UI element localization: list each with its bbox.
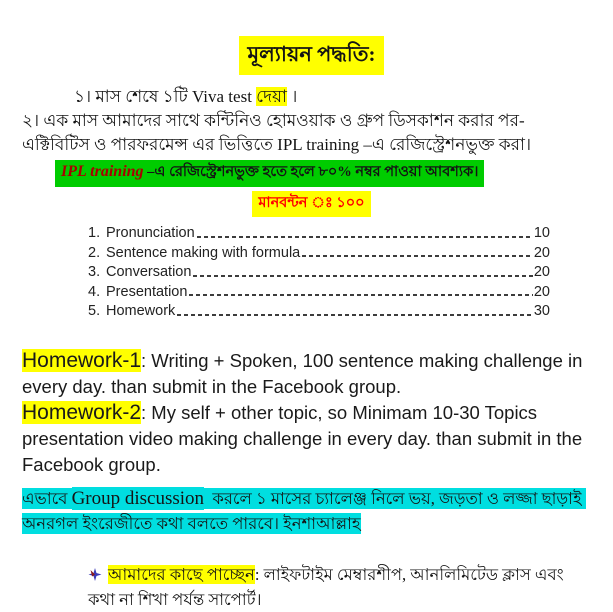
text-segment: দেয়া bbox=[256, 87, 287, 106]
dash-leader bbox=[177, 314, 533, 316]
offer-text bbox=[88, 565, 568, 609]
marks-list bbox=[88, 224, 550, 322]
mark-score: 10 bbox=[533, 225, 550, 241]
intro-line-3 bbox=[22, 133, 601, 157]
mark-number: 2. bbox=[88, 244, 101, 261]
text-segment: IPL training bbox=[61, 163, 144, 180]
dash-leader bbox=[189, 294, 532, 296]
title-row bbox=[22, 36, 601, 75]
group-discussion-note bbox=[22, 486, 610, 536]
mark-score: 20 bbox=[533, 244, 550, 261]
mark-number: 3. bbox=[88, 264, 101, 280]
mark-label: Homework bbox=[106, 303, 176, 319]
intro-line-1 bbox=[74, 85, 601, 109]
homework-section bbox=[22, 348, 600, 478]
text-segment: Viva test bbox=[192, 87, 252, 106]
text-segment: –এ রেজিস্ট্রেশনভুক্ত করা। bbox=[359, 135, 532, 154]
mark-row bbox=[88, 244, 550, 264]
mark-label: Presentation bbox=[106, 283, 188, 300]
marks-distribution-header: মানবন্টন ঃ ১০০ bbox=[252, 191, 370, 217]
mark-row bbox=[88, 302, 550, 322]
dash-leader bbox=[302, 255, 533, 257]
marks-header-row bbox=[22, 191, 601, 217]
page-title: মূল্যায়ন পদ্ধতি: bbox=[239, 36, 383, 75]
text-segment: করলে ১ মাসের চ্যালেঞ্জ নিলে ভয়, জড়তা ও লজ্জা ছাড়াই অনরগল ইংরেজীতে কথা বলতে পারবে। ইনশাআল্লাহ bbox=[22, 488, 586, 533]
text-segment: : My self + other topic, so Minimam 10-30 Topics presentation video making challenge in every day. than submit in the Facebook group. bbox=[22, 401, 588, 475]
text-segment: আমাদের কাছে পাচ্ছেন bbox=[108, 564, 255, 584]
mark-score: 20 bbox=[533, 264, 550, 280]
star-bullet-icon bbox=[88, 563, 102, 576]
text-segment: ১। মাস শেষে ১টি bbox=[74, 87, 193, 106]
text-segment: Homework-1 bbox=[22, 348, 142, 372]
dash-leader bbox=[197, 236, 533, 238]
text-segment: Group discussion bbox=[71, 487, 205, 509]
offer-item bbox=[88, 562, 588, 612]
mark-row bbox=[88, 283, 550, 303]
mark-label: Sentence making with formula bbox=[106, 244, 301, 261]
intro-paragraph bbox=[22, 85, 601, 157]
mark-number: 5. bbox=[88, 303, 101, 319]
text-segment: Homework-2 bbox=[22, 400, 142, 424]
mark-label: Pronunciation bbox=[106, 225, 195, 241]
mark-score: 20 bbox=[533, 283, 550, 300]
text-segment: –এ রেজিস্ট্রেশনভুক্ত হতে হলে ৮০% নম্বর পাওয়া আবশ্যক। bbox=[143, 164, 479, 180]
homework-paragraph-1 bbox=[22, 348, 600, 400]
text-segment: : লাইফটাইম মেম্বারশীপ, আনলিমিটেড ক্লাস এবং কথা না শিখা পর্যন্ত সাপোর্ট। bbox=[88, 564, 568, 609]
mark-row bbox=[88, 224, 550, 244]
mark-label: Conversation bbox=[106, 264, 192, 280]
text-segment: । bbox=[286, 87, 298, 106]
mark-score: 30 bbox=[533, 303, 550, 319]
text-segment: : Writing + Spoken, 100 sentence making challenge in every day. than submit in the Facebook group. bbox=[22, 349, 588, 397]
mark-number: 4. bbox=[88, 283, 101, 300]
homework-paragraph-2 bbox=[22, 400, 600, 478]
text-segment: IPL training bbox=[277, 135, 360, 154]
intro-line-2 bbox=[22, 109, 601, 133]
mark-number: 1. bbox=[88, 225, 101, 241]
green-highlight-banner bbox=[55, 160, 484, 187]
text-segment: এক্টিবিটিস ও পারফরমেন্স এর ভিত্তিতে bbox=[22, 135, 278, 154]
text-segment: এভাবে bbox=[22, 488, 72, 508]
mark-row bbox=[88, 263, 550, 283]
dash-leader bbox=[193, 275, 532, 277]
text-segment: ২। এক মাস আমাদের সাথে কন্টিনিও হোমওয়াক ও গ্রুপ ডিসকাশন করার পর- bbox=[22, 111, 525, 130]
